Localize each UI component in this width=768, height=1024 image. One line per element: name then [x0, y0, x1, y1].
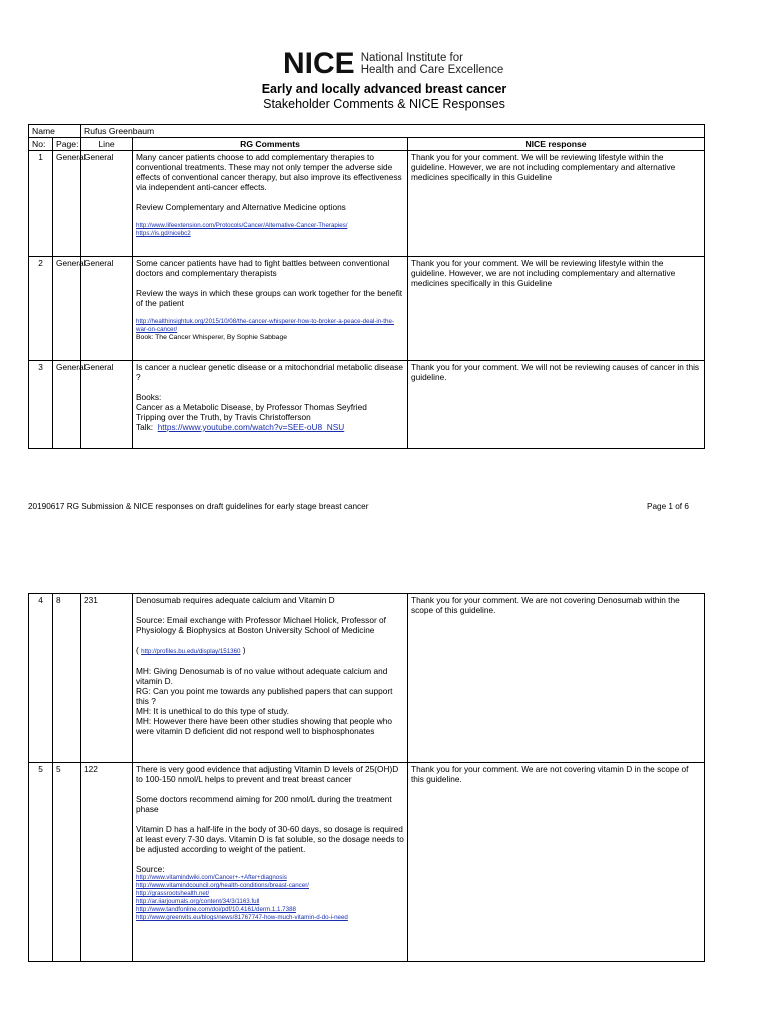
page-number: Page 1 of 6 — [647, 502, 689, 511]
comment-paragraph: Some cancer patients have had to fight battles between conventional doctors and complementary therapists — [136, 258, 390, 278]
row-no: 3 — [29, 361, 53, 449]
comment-paragraph: MH: Giving Denosumab is of no value without adequate calcium and vitamin D. — [136, 666, 388, 686]
table-row — [29, 151, 705, 257]
row-line: General — [81, 257, 133, 361]
logo-line-1: National Institute for — [360, 52, 463, 64]
row-comment — [133, 361, 408, 449]
table-row — [29, 594, 705, 763]
bracket-close: ) — [240, 645, 246, 655]
row-page: General — [53, 257, 81, 361]
bracket-open: ( — [136, 645, 142, 655]
row-page: General — [53, 151, 81, 257]
row-line: General — [81, 361, 133, 449]
source-link[interactable]: http://www.vitamindcouncil.org/health-conditions/breast-cancer/ — [136, 882, 309, 889]
document-title: Early and locally advanced breast cancer — [261, 82, 507, 96]
col-no: No: — [29, 138, 53, 151]
logo-mark: NICE — [283, 47, 355, 80]
comment-link[interactable]: http://healthinsightuk.org/2015/10/08/the-cancer-whisperer-how-to-broker-a-peace-deal-in-the-war-on-cancer/ — [136, 318, 394, 333]
comment-paragraph: MH: However there have been other studies showing that people who were vitamin D deficient did not respond well to bisphosphonates — [136, 716, 392, 736]
comment-paragraph: Denosumab requires adequate calcium and Vitamin D — [136, 595, 335, 605]
talk-label: Talk: — [136, 422, 154, 432]
row-comment — [133, 594, 408, 763]
comment-link[interactable]: https://is.gd/nicebc2 — [136, 230, 191, 237]
table-row — [29, 361, 705, 449]
comment-paragraph: RG: Can you point me towards any published papers that can support this ? — [136, 686, 393, 706]
source-link[interactable]: http://grassrootshealth.net/ — [136, 890, 210, 897]
table-row — [29, 763, 705, 962]
books-label: Books: — [136, 392, 162, 402]
table-row — [29, 257, 705, 361]
row-comment — [133, 763, 408, 962]
col-comments: RG Comments — [133, 138, 408, 151]
page-2 — [0, 525, 768, 1024]
comments-table — [28, 124, 705, 449]
document-subtitle: Stakeholder Comments & NICE Responses — [263, 97, 505, 111]
row-line: General — [81, 151, 133, 257]
name-value: Rufus Greenbaum — [81, 125, 705, 138]
row-page: 8 — [53, 594, 81, 763]
col-response: NICE response — [408, 138, 705, 151]
row-line: 231 — [81, 594, 133, 763]
source-label: Source: — [136, 864, 165, 874]
row-response: Thank you for your comment. We will not be reviewing causes of cancer in this guideline. — [408, 361, 705, 449]
profile-link[interactable]: http://profiles.bu.edu/display/151360 — [141, 648, 241, 655]
source-link[interactable]: http://www.tandfonline.com/doi/pdf/10.4161/derm.1.1.7388 — [136, 906, 296, 913]
row-comment — [133, 257, 408, 361]
row-response: Thank you for your comment. We will be reviewing lifestyle within the guideline. However, we are not including complementary and alternative medicines specifically in this Guideline — [408, 257, 705, 361]
comments-table-continued — [28, 593, 705, 962]
row-line: 122 — [81, 763, 133, 962]
col-page: Page: — [53, 138, 81, 151]
logo-line-2: Health and Care Excellence — [360, 64, 504, 76]
row-response: Thank you for your comment. We are not covering vitamin D in the scope of this guideline. — [408, 763, 705, 962]
row-no: 5 — [29, 763, 53, 962]
row-page: 5 — [53, 763, 81, 962]
book-reference: Cancer as a Metabolic Disease, by Professor Thomas Seyfried — [136, 402, 367, 412]
book-reference: Tripping over the Truth, by Travis Christofferson — [136, 412, 311, 422]
source-link-line — [136, 635, 404, 656]
comment-paragraph: Review the ways in which these groups can work together for the benefit of the patient — [136, 288, 403, 308]
name-row — [29, 125, 705, 138]
source-link[interactable]: http://ar.iiarjournals.org/content/34/3/1163.full — [136, 898, 260, 905]
col-line: Line — [81, 138, 133, 151]
comment-paragraph: Some doctors recommend aiming for 200 nmol/L during the treatment phase — [136, 794, 392, 814]
comment-paragraph: Source: Email exchange with Professor Michael Holick, Professor of Physiology & Biophysics at Boston University School of Medicine — [136, 615, 386, 635]
row-response: Thank you for your comment. We are not covering Denosumab within the scope of this guideline. — [408, 594, 705, 763]
row-no: 1 — [29, 151, 53, 257]
row-response: Thank you for your comment. We will be reviewing lifestyle within the guideline. However, we are not including complementary and alternative medicines specifically in this Guideline — [408, 151, 705, 257]
comment-paragraph: Is cancer a nuclear genetic disease or a mitochondrial metabolic disease ? — [136, 362, 404, 382]
talk-link[interactable]: https://www.youtube.com/watch?v=SEE-oU8_NSU — [157, 422, 345, 432]
row-comment — [133, 151, 408, 257]
source-link[interactable]: http://www.vitamindwiki.com/Cancer+-+After+diagnosis — [136, 874, 287, 881]
name-label: Name — [29, 125, 81, 138]
header-row — [29, 138, 705, 151]
book-reference: Book: The Cancer Whisperer, By Sophie Sabbage — [136, 334, 288, 341]
comment-link[interactable]: http://www.lifeextension.com/Protocols/Cancer/Alternative-Cancer-Therapies/ — [136, 222, 348, 229]
row-no: 2 — [29, 257, 53, 361]
logo-text — [361, 52, 504, 76]
source-link[interactable]: http://www.greenvits.eu/blogs/news/81767747-how-much-vitamin-d-do-i-need — [136, 914, 348, 921]
comment-paragraph: Vitamin D has a half-life in the body of 30-60 days, so dosage is required at least every 7-30 days. Vitamin D is fat soluble, so the dosage needs to be adjusted according to weight of the patient. — [136, 824, 404, 854]
comment-paragraph: There is very good evidence that adjusting Vitamin D levels of 25(OH)D to 100-150 nmol/L helps to prevent and treat breast cancer — [136, 764, 399, 784]
comment-paragraph: Many cancer patients choose to add complementary therapies to conventional treatments. These may not only temper the adverse side effects of conventional cancer therapy, but also improve its effectiveness via independent anti-cancer effects. — [136, 152, 402, 192]
nice-logo — [283, 47, 504, 80]
footer-text: 20190617 RG Submission & NICE responses on draft guidelines for early stage breast cancer — [28, 502, 369, 511]
row-no: 4 — [29, 594, 53, 763]
talk-line — [136, 422, 404, 432]
row-page: General — [53, 361, 81, 449]
comment-paragraph: Review Complementary and Alternative Medicine options — [136, 202, 346, 212]
comment-paragraph: MH: It is unethical to do this type of study. — [136, 706, 289, 716]
